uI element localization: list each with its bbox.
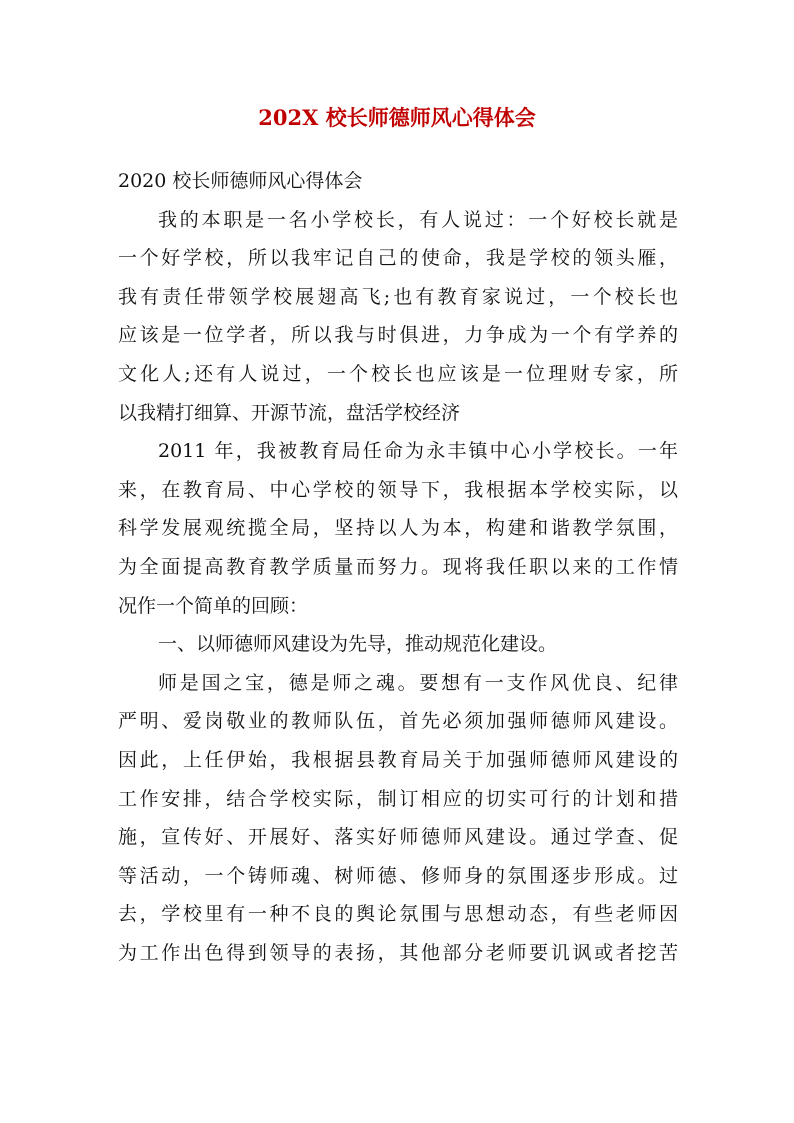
text-line: 因此，上任伊始，我根据县教育局关于加强师德师风建设的 xyxy=(118,748,678,771)
text-line: 等活动，一个铸师魂、树师德、修师身的氛围逐步形成。过 xyxy=(118,864,678,887)
text-line: 以我精打细算、开源节流，盘活学校经济 xyxy=(118,401,461,424)
text-line: 我有责任带领学校展翅高飞;也有教育家说过，一个校长也 xyxy=(118,285,678,308)
text-line: 为全面提高教育教学质量而努力。现将我任职以来的工作情 xyxy=(118,555,678,578)
document-body xyxy=(118,162,678,972)
text-line: 2011 年，我被教育局任命为永丰镇中心小学校长。一年 xyxy=(158,440,678,463)
text-line: 应该是一位学者，所以我与时俱进，力争成为一个有学养的 xyxy=(118,324,678,347)
text-line: 我的本职是一名小学校长，有人说过：一个好校长就是 xyxy=(158,208,678,231)
text-line: 施，宣传好、开展好、落实好师德师风建设。通过学查、促 xyxy=(118,826,678,849)
text-line: 况作一个简单的回顾： xyxy=(118,594,309,617)
document-title: 202X 校长师德师风心得体会 xyxy=(258,105,536,130)
text-line: 为工作出色得到领导的表扬，其他部分老师要讥讽或者挖苦 xyxy=(118,941,678,964)
text-line: 一、以师德师风建设为先导，推动规范化建设。 xyxy=(158,633,558,656)
text-line: 去，学校里有一种不良的舆论氛围与思想动态，有些老师因 xyxy=(118,903,678,926)
text-line: 工作安排，结合学校实际，制订相应的切实可行的计划和措 xyxy=(118,787,678,810)
text-line: 文化人;还有人说过，一个校长也应该是一位理财专家，所 xyxy=(118,362,678,385)
text-line: 2020 校长师德师风心得体会 xyxy=(118,170,363,192)
text-line: 师是国之宝，德是师之魂。要想有一支作风优良、纪律 xyxy=(158,671,678,694)
text-line: 科学发展观统揽全局，坚持以人为本，构建和谐教学氛围， xyxy=(118,517,678,540)
text-line: 严明、爱岗敬业的教师队伍，首先必须加强师德师风建设。 xyxy=(118,710,678,733)
text-line: 一个好学校，所以我牢记自己的使命，我是学校的领头雁， xyxy=(118,247,678,270)
text-line: 来，在教育局、中心学校的领导下，我根据本学校实际，以 xyxy=(118,478,678,501)
